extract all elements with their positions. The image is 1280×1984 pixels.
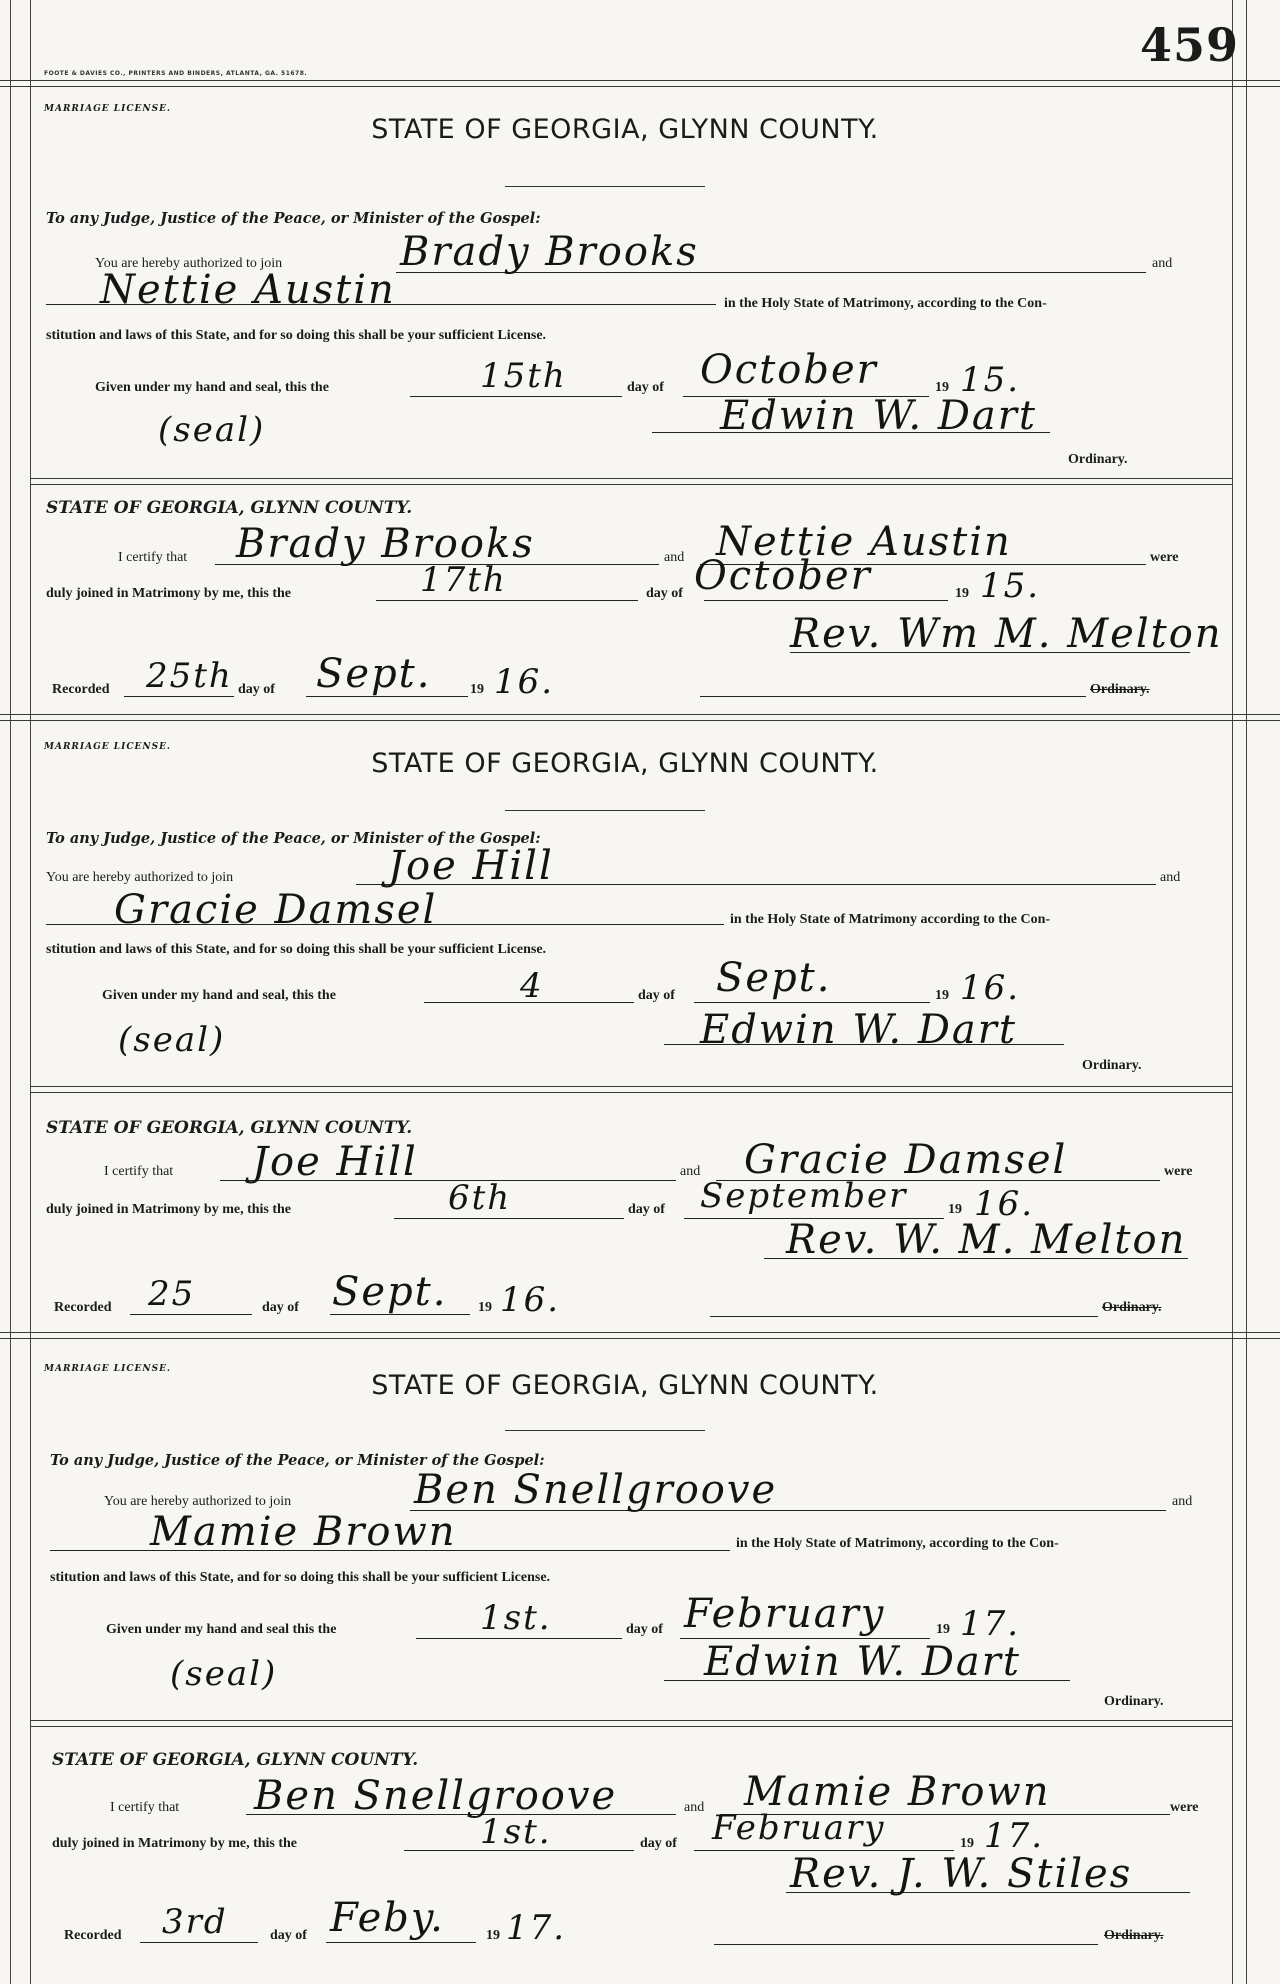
license-divider <box>30 478 1232 479</box>
recorded-month: Sept. <box>332 1269 448 1315</box>
recorded-ordinary-line <box>710 1282 1098 1317</box>
given-year-prefix: 19 <box>936 1622 950 1637</box>
given-prefix: Given under my hand and seal this the <box>106 1622 337 1637</box>
cert-groom: Joe Hill <box>252 1139 418 1185</box>
cert-bride: Mamie Brown <box>744 1769 1051 1815</box>
authorize-and: and <box>1152 256 1173 271</box>
heading-rule <box>505 810 705 811</box>
given-day-of: day of <box>638 988 675 1003</box>
given-year-prefix: 19 <box>935 988 949 1003</box>
given-month: February <box>684 1591 886 1637</box>
joined-month: September <box>700 1176 908 1216</box>
joined-day-of: day of <box>646 586 683 601</box>
recorded-prefix: Recorded <box>54 1300 112 1315</box>
given-day-of: day of <box>626 1622 663 1637</box>
constitution-clause: stitution and laws of this State, and for so doing this shall be your sufficient License. <box>46 328 547 343</box>
top-border-inner <box>0 86 1280 87</box>
joined-year-prefix: 19 <box>955 586 969 601</box>
license-divider <box>30 1720 1232 1721</box>
groom-name: Brady Brooks <box>400 229 699 275</box>
recorded-day: 25th <box>146 656 233 696</box>
authorize-prefix: You are hereby authorized to join <box>104 1494 292 1509</box>
recorded-year: 16. <box>500 1280 561 1320</box>
heading-rule <box>505 186 705 187</box>
groom-name: Joe Hill <box>388 843 554 889</box>
ledger-rule-right-inner <box>1232 0 1233 1984</box>
license-divider-inner <box>30 1092 1232 1093</box>
joined-day-of: day of <box>628 1202 665 1217</box>
license-heading: STATE OF GEORGIA, GLYNN COUNTY. <box>371 114 879 145</box>
given-year: 17. <box>960 1604 1021 1644</box>
recorded-prefix: Recorded <box>52 682 110 697</box>
license-divider <box>30 1086 1232 1087</box>
given-day-of: day of <box>627 380 664 395</box>
ordinary-label: Ordinary. <box>1068 452 1128 467</box>
cert-were: were <box>1150 550 1179 565</box>
recorded-ordinary-line <box>714 1910 1098 1945</box>
bride-name: Mamie Brown <box>150 1509 457 1555</box>
given-year: 16. <box>960 968 1021 1008</box>
officiant-signature: Rev. J. W. Stiles <box>790 1851 1133 1897</box>
recorded-ordinary-line <box>700 662 1086 697</box>
cert-heading: STATE OF GEORGIA, GLYNN COUNTY. <box>52 1750 419 1770</box>
joined-year: 17. <box>984 1816 1045 1856</box>
ordinary-signature: Edwin W. Dart <box>720 393 1037 439</box>
joined-year-prefix: 19 <box>948 1202 962 1217</box>
authorize-prefix: You are hereby authorized to join <box>95 256 283 271</box>
ordinary-signature: Edwin W. Dart <box>700 1007 1017 1053</box>
bride-name: Nettie Austin <box>100 267 396 313</box>
constitution-clause: stitution and laws of this State, and for so doing this shall be your sufficient License. <box>46 942 547 957</box>
officiant-signature: Rev. W. M. Melton <box>786 1217 1187 1263</box>
cert-prefix: I certify that <box>118 550 188 565</box>
joined-day: 17th <box>420 560 507 600</box>
seal-mark: (seal) <box>118 1020 226 1060</box>
license-address: To any Judge, Justice of the Peace, or Minister of the Gospel: <box>46 830 541 847</box>
given-prefix: Given under my hand and seal, this the <box>95 380 329 395</box>
printer-imprint: FOOTE & DAVIES CO., PRINTERS AND BINDERS, ATLANTA, GA. 51678. <box>44 70 308 77</box>
cert-and: and <box>684 1800 705 1815</box>
ordinary-signature: Edwin W. Dart <box>704 1639 1021 1685</box>
matrimony-clause: in the Holy State of Matrimony, according to the Con- <box>736 1536 1059 1551</box>
authorize-prefix: You are hereby authorized to join <box>46 870 234 885</box>
recorded-year: 16. <box>494 662 555 702</box>
top-border <box>0 80 1280 81</box>
recorded-year-prefix: 19 <box>486 1928 500 1943</box>
cert-were: were <box>1164 1164 1193 1179</box>
license-heading: STATE OF GEORGIA, GLYNN COUNTY. <box>371 748 879 779</box>
joined-day-of: day of <box>640 1836 677 1851</box>
recorded-ordinary: Ordinary. <box>1102 1300 1162 1315</box>
license-label: MARRIAGE LICENSE. <box>44 1364 172 1374</box>
cert-were: were <box>1170 1800 1199 1815</box>
cert-bride: Gracie Damsel <box>744 1137 1068 1183</box>
recorded-prefix: Recorded <box>64 1928 122 1943</box>
ledger-rule-left-inner <box>30 0 31 1984</box>
ordinary-label: Ordinary. <box>1104 1694 1164 1709</box>
license-address: To any Judge, Justice of the Peace, or Minister of the Gospel: <box>46 210 541 227</box>
recorded-year-prefix: 19 <box>478 1300 492 1315</box>
given-prefix: Given under my hand and seal, this the <box>102 988 336 1003</box>
license-divider-inner <box>30 1726 1232 1727</box>
cert-and: and <box>664 550 685 565</box>
recorded-day-of: day of <box>270 1928 307 1943</box>
license-divider-inner <box>30 484 1232 485</box>
license-heading: STATE OF GEORGIA, GLYNN COUNTY. <box>371 1370 879 1401</box>
seal-mark: (seal) <box>170 1654 278 1694</box>
recorded-month: Feby. <box>330 1895 445 1941</box>
joined-year: 15. <box>980 566 1041 606</box>
cert-bride: Nettie Austin <box>716 519 1012 565</box>
given-day: 1st. <box>480 1598 552 1638</box>
recorded-month: Sept. <box>316 651 432 697</box>
joined-month: October <box>694 553 872 599</box>
page-number: 459 <box>1140 18 1240 72</box>
recorded-year: 17. <box>506 1908 567 1948</box>
authorize-and: and <box>1172 1494 1193 1509</box>
record-divider-inner <box>0 720 1280 721</box>
record-divider <box>0 1332 1280 1333</box>
given-month: October <box>700 347 878 393</box>
license-label: MARRIAGE LICENSE. <box>44 742 172 752</box>
joined-day-line <box>376 566 638 601</box>
ordinary-label: Ordinary. <box>1082 1058 1142 1073</box>
bride-name: Gracie Damsel <box>114 887 438 933</box>
cert-prefix: I certify that <box>104 1164 174 1179</box>
joined-prefix: duly joined in Matrimony by me, this the <box>52 1836 298 1851</box>
joined-year-prefix: 19 <box>960 1836 974 1851</box>
given-day: 4 <box>520 966 544 1006</box>
license-address: To any Judge, Justice of the Peace, or Minister of the Gospel: <box>50 1452 545 1469</box>
joined-prefix: duly joined in Matrimony by me, this the <box>46 586 292 601</box>
heading-rule <box>505 1430 705 1431</box>
matrimony-clause: in the Holy State of Matrimony, according to the Con- <box>724 296 1047 311</box>
authorize-and: and <box>1160 870 1181 885</box>
license-label: MARRIAGE LICENSE. <box>44 104 172 114</box>
seal-mark: (seal) <box>158 410 266 450</box>
cert-prefix: I certify that <box>110 1800 180 1815</box>
given-year: 15. <box>960 360 1021 400</box>
matrimony-clause: in the Holy State of Matrimony according to the Con- <box>730 912 1051 927</box>
ledger-rule-left-outer <box>10 0 11 1984</box>
cert-heading: STATE OF GEORGIA, GLYNN COUNTY. <box>46 498 413 518</box>
cert-heading: STATE OF GEORGIA, GLYNN COUNTY. <box>46 1118 413 1138</box>
cert-and: and <box>680 1164 701 1179</box>
joined-day: 1st. <box>480 1812 552 1852</box>
given-month: Sept. <box>716 955 832 1001</box>
cert-groom: Brady Brooks <box>236 521 535 567</box>
constitution-clause: stitution and laws of this State, and for so doing this shall be your sufficient License. <box>50 1570 551 1585</box>
record-divider-inner <box>0 1338 1280 1339</box>
recorded-day: 3rd <box>162 1902 228 1942</box>
recorded-day-of: day of <box>238 682 275 697</box>
given-day: 15th <box>480 356 567 396</box>
given-year-prefix: 19 <box>935 380 949 395</box>
joined-year: 16. <box>974 1184 1035 1224</box>
recorded-ordinary: Ordinary. <box>1090 682 1150 697</box>
record-divider <box>0 714 1280 715</box>
recorded-day-of: day of <box>262 1300 299 1315</box>
joined-prefix: duly joined in Matrimony by me, this the <box>46 1202 292 1217</box>
recorded-ordinary: Ordinary. <box>1104 1928 1164 1943</box>
joined-day: 6th <box>448 1178 512 1218</box>
cert-groom: Ben Snellgroove <box>254 1773 618 1819</box>
joined-month: February <box>712 1808 886 1848</box>
recorded-day: 25 <box>148 1274 196 1314</box>
officiant-signature: Rev. Wm M. Melton <box>790 611 1223 657</box>
recorded-year-prefix: 19 <box>470 682 484 697</box>
ledger-rule-right-outer <box>1246 0 1247 1984</box>
groom-name: Ben Snellgroove <box>414 1467 778 1513</box>
